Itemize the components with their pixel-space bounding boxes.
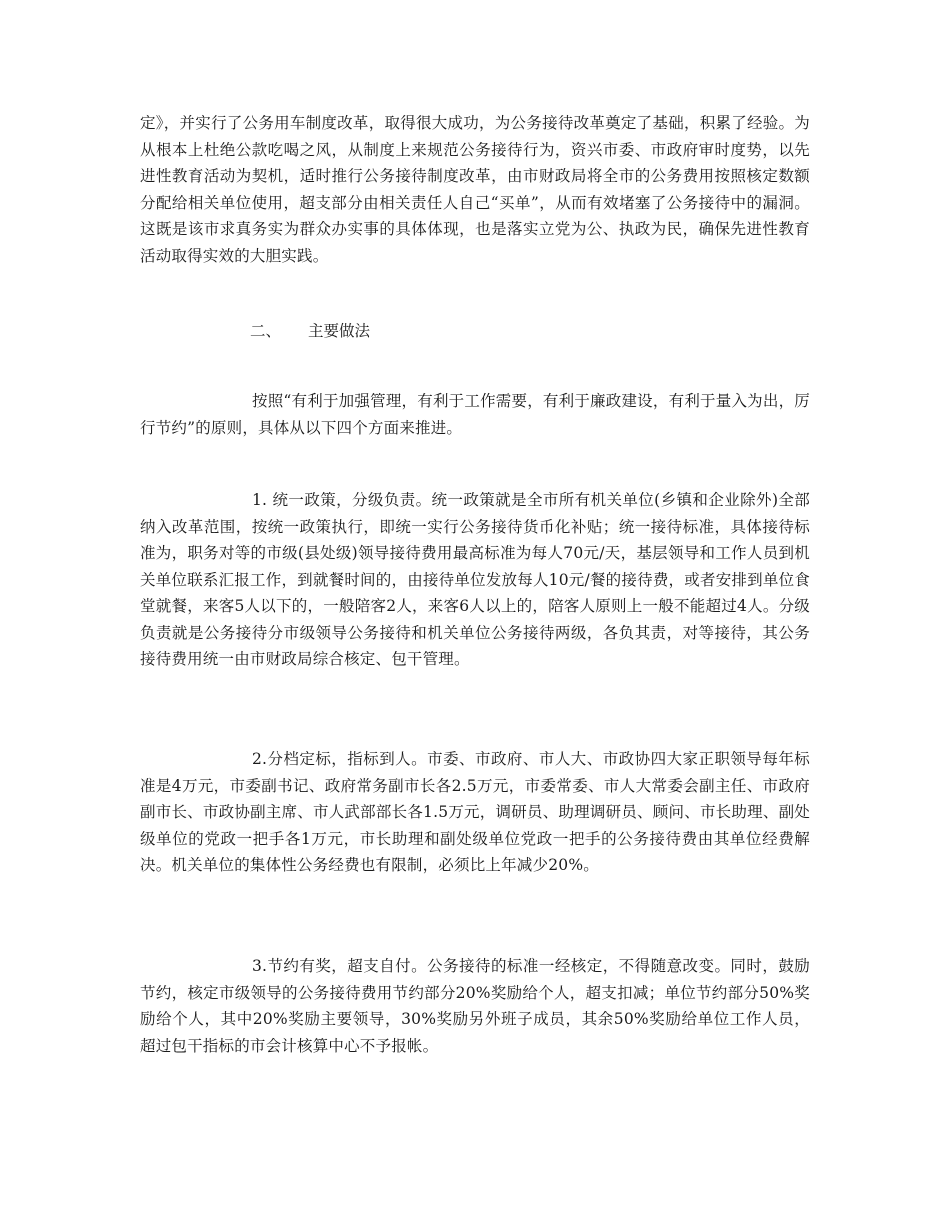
paragraph-item-1: 1. 统一政策，分级负责。统一政策就是全市所有机关单位(乡镇和企业除外)全部纳入改革范围，按统一政策执行，即统一实行公务接待货币化补贴；统一接待标准，具体接待标准为，职务对等的市级(县处级)领导接待费用最高标准为每人70元/天，基层领导和工作人员到机关单位联系汇报工作，到就餐时间的，由接待单位发放每人10元/餐的接待费，或者安排到单位食堂就餐，来客5人以下的，一般陪客2人，来客6人以上的，陪客人原则上一般不能超过4人。分级负责就是公务接待分市级领导公务接待和机关单位公务接待两级，各负其责，对等接待，其公务接待费用统一由市财政局综合核定、包干管理。 [140,491,810,668]
paragraph-item-2: 2.分档定标，指标到人。市委、市政府、市人大、市政协四大家正职领导每年标准是4万元，市委副书记、政府常务副市长各2.5万元，市委常委、市人大常委会副主任、市政府副市长、市政协副主席、市人武部部长各1.5万元，调研员、助理调研员、顾问、市长助理、副处级单位的党政一把手各1万元，市长助理和副处级单位党政一把手的公务接待费由其单位经费解决。机关单位的集体性公务经费也有限制，必须比上年减少20%。 [140,750,810,874]
paragraph-item-3: 3.节约有奖，超支自付。公务接待的标准一经核定，不得随意改变。同时，鼓励节约，核定市级领导的公务接待费用节约部分20%奖励给个人，超支扣减；单位节约部分50%奖励给个人，其中20%奖励主要领导，30%奖励另外班子成员，其余50%奖励给单位工作人员，超过包干指标的市会计核算中心不予报帐。 [140,957,810,1055]
paragraph-continuation: 定》，并实行了公务用车制度改革，取得很大成功，为公务接待改革奠定了基础，积累了经验。为从根本上杜绝公款吃喝之风，从制度上来规范公务接待行为，资兴市委、市政府审时度势，以先进性教育活动为契机，适时推行公务接待制度改革，由市财政局将全市的公务费用按照核定数额分配给相关单位使用，超支部分由相关责任人自己“买单”，从而有效堵塞了公务接待中的漏洞。这既是该市求真务实为群众办实事的具体体现，也是落实立党为公、执政为民，确保先进性教育活动取得实效的大胆实践。 [140,114,810,265]
paragraph-intro: 按照“有利于加强管理，有利于工作需要，有利于廉政建设，有利于量入为出，厉行节约”的原则，具体从以下四个方面来推进。 [140,392,810,437]
section-number: 二、 [250,322,282,340]
section-heading [250,318,370,344]
section-title: 主要做法 [308,322,371,340]
